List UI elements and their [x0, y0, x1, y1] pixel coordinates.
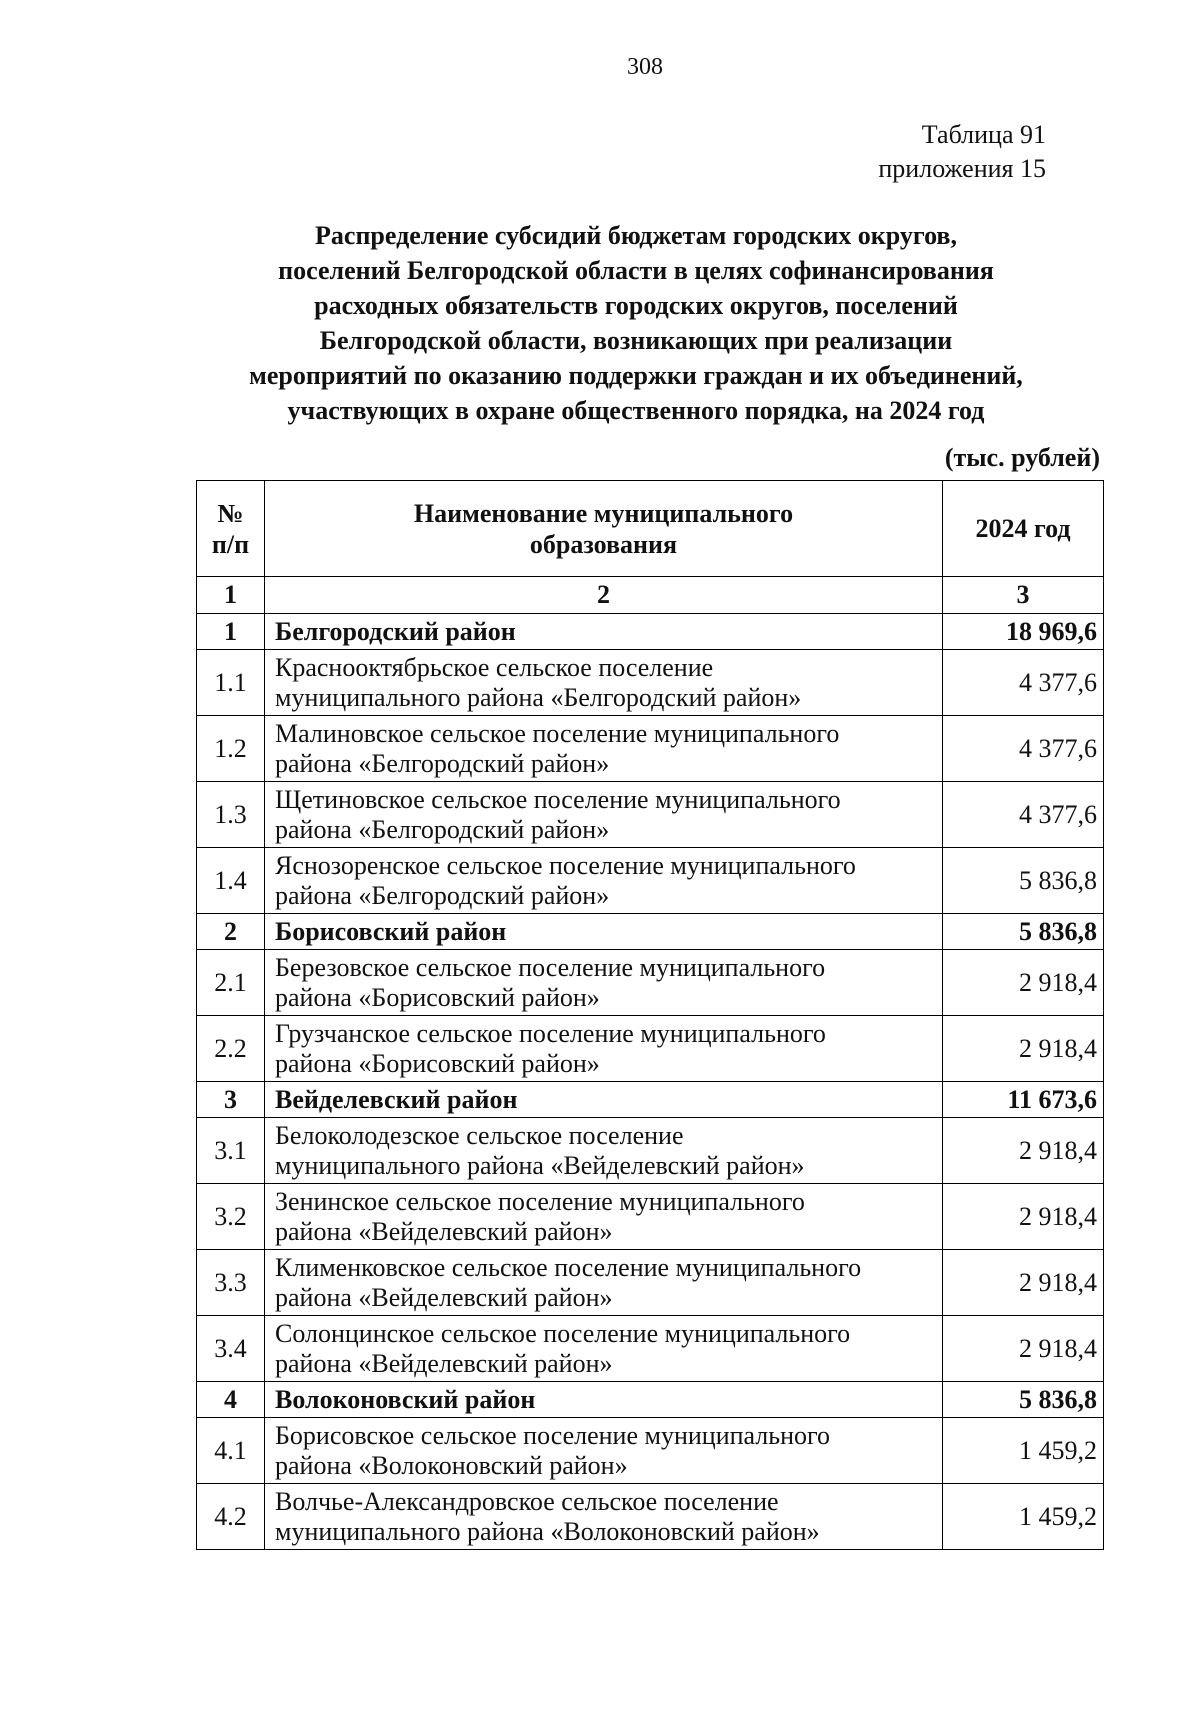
row-number: 4.1: [197, 1418, 265, 1484]
row-name-line2: района «Вейделевский район»: [275, 1282, 613, 1312]
row-value: 4 377,6: [943, 650, 1104, 716]
row-value: 2 918,4: [943, 1118, 1104, 1184]
subsidy-table: [196, 480, 1104, 1550]
table-ref-line1: Таблица 91: [921, 120, 1046, 149]
row-name: [265, 1418, 943, 1484]
row-number: 3.1: [197, 1118, 265, 1184]
header-name-line1: Наименование муниципального: [413, 498, 794, 528]
row-name-line1: Борисовское сельское поселение муниципального: [275, 1420, 831, 1450]
row-name-line2: района «Вейделевский район»: [275, 1216, 613, 1246]
row-name: [265, 1484, 943, 1550]
row-name-line2: района «Вейделевский район»: [275, 1348, 613, 1378]
row-value: 18 969,6: [943, 614, 1104, 650]
table-row: [197, 950, 1104, 1016]
row-name-line1: Клименковское сельское поселение муниципального: [275, 1252, 862, 1282]
row-name-line1: Малиновское сельское поселение муниципального: [275, 718, 840, 748]
row-name: [265, 848, 943, 914]
table-row: [197, 1016, 1104, 1082]
row-name: [265, 1016, 943, 1082]
row-number: 4: [197, 1382, 265, 1418]
row-value: 2 918,4: [943, 1316, 1104, 1382]
table-row: [197, 716, 1104, 782]
row-number: 1.3: [197, 782, 265, 848]
row-value: 11 673,6: [943, 1082, 1104, 1118]
table-header-row: [197, 481, 1104, 577]
row-name-line1: Солонцинское сельское поселение муниципального: [275, 1318, 851, 1348]
table-ref-line2: приложения 15: [878, 154, 1046, 183]
table-row: [197, 1118, 1104, 1184]
row-value: 5 836,8: [943, 848, 1104, 914]
units-label: (тыс. рублей): [944, 443, 1100, 472]
table-row-district: [197, 614, 1104, 650]
row-name-line1: Белоколодезское сельское поселение: [275, 1120, 684, 1150]
row-name: [265, 782, 943, 848]
title-line: Распределение субсидий бюджетам городских округов,: [315, 221, 957, 250]
row-value: 2 918,4: [943, 1184, 1104, 1250]
page-number: 308: [627, 54, 663, 80]
row-name-line2: района «Волоконовский район»: [275, 1450, 628, 1480]
table-row: [197, 1316, 1104, 1382]
table-row: [197, 848, 1104, 914]
table-row-district: [197, 914, 1104, 950]
row-name-line1: Березовское сельское поселение муниципального: [275, 952, 826, 982]
row-number: 2.1: [197, 950, 265, 1016]
row-name: [265, 1250, 943, 1316]
column-number: 3: [943, 577, 1104, 614]
column-number: 1: [197, 577, 265, 614]
table-row: [197, 1418, 1104, 1484]
row-number: 1.1: [197, 650, 265, 716]
row-name-line2: муниципального района «Волоконовский район»: [275, 1516, 820, 1546]
row-number: 3: [197, 1082, 265, 1118]
title-line: участвующих в охране общественного порядка, на 2024 год: [287, 396, 985, 425]
row-name: Волоконовский район: [265, 1382, 943, 1418]
table-row: [197, 782, 1104, 848]
row-value: 5 836,8: [943, 914, 1104, 950]
row-value: 4 377,6: [943, 782, 1104, 848]
table-row: [197, 650, 1104, 716]
row-number: 2: [197, 914, 265, 950]
row-name: Борисовский район: [265, 914, 943, 950]
row-value: 1 459,2: [943, 1418, 1104, 1484]
table-row: [197, 1250, 1104, 1316]
row-name: [265, 1184, 943, 1250]
row-number: 3.3: [197, 1250, 265, 1316]
table-row: [197, 1184, 1104, 1250]
row-name-line2: района «Борисовский район»: [275, 982, 600, 1012]
row-name: Вейделевский район: [265, 1082, 943, 1118]
header-number-line2: п/п: [211, 529, 250, 559]
row-name-line1: Краснооктябрьское сельское поселение: [275, 652, 714, 682]
row-name-line1: Щетиновское сельское поселение муниципального: [275, 784, 841, 814]
row-value: 1 459,2: [943, 1484, 1104, 1550]
header-name-line2: образования: [529, 529, 678, 559]
row-name: [265, 716, 943, 782]
row-number: 4.2: [197, 1484, 265, 1550]
row-number: 1.2: [197, 716, 265, 782]
row-name-line1: Грузчанское сельское поселение муниципального: [275, 1018, 826, 1048]
row-name-line1: Зенинское сельское поселение муниципального: [275, 1186, 805, 1216]
row-name-line1: Яснозоренское сельское поселение муниципального: [275, 850, 856, 880]
row-number: 1: [197, 614, 265, 650]
row-name: [265, 950, 943, 1016]
row-name-line2: района «Белгородский район»: [275, 814, 610, 844]
column-number-row: [197, 577, 1104, 614]
title-line: поселений Белгородской области в целях софинансирования: [278, 256, 994, 285]
title-line: Белгородской области, возникающих при реализации: [319, 326, 953, 355]
row-name: Белгородский район: [265, 614, 943, 650]
row-value: 2 918,4: [943, 1250, 1104, 1316]
document-title: [186, 218, 1086, 428]
row-value: 5 836,8: [943, 1382, 1104, 1418]
header-name: [265, 481, 943, 577]
row-name: [265, 1118, 943, 1184]
title-line: мероприятий по оказанию поддержки граждан и их объединений,: [249, 361, 1023, 390]
table-row-district: [197, 1082, 1104, 1118]
row-number: 1.4: [197, 848, 265, 914]
row-name-line2: района «Борисовский район»: [275, 1048, 600, 1078]
row-name: [265, 650, 943, 716]
row-name: [265, 1316, 943, 1382]
header-number-line1: №: [217, 498, 244, 528]
header-year: 2024 год: [943, 481, 1104, 577]
row-value: 4 377,6: [943, 716, 1104, 782]
row-value: 2 918,4: [943, 950, 1104, 1016]
row-number: 3.4: [197, 1316, 265, 1382]
row-number: 2.2: [197, 1016, 265, 1082]
title-line: расходных обязательств городских округов, поселений: [314, 291, 958, 320]
row-name-line2: муниципального района «Белгородский район»: [275, 682, 802, 712]
header-number: [197, 481, 265, 577]
row-name-line1: Волчье-Александровское сельское поселение: [275, 1486, 779, 1516]
row-number: 3.2: [197, 1184, 265, 1250]
table-row: [197, 1484, 1104, 1550]
row-name-line2: района «Белгородский район»: [275, 748, 610, 778]
column-number: 2: [265, 577, 943, 614]
table-row-district: [197, 1382, 1104, 1418]
row-value: 2 918,4: [943, 1016, 1104, 1082]
row-name-line2: района «Белгородский район»: [275, 880, 610, 910]
table-reference: [878, 118, 1046, 186]
row-name-line2: муниципального района «Вейделевский район»: [275, 1150, 805, 1180]
